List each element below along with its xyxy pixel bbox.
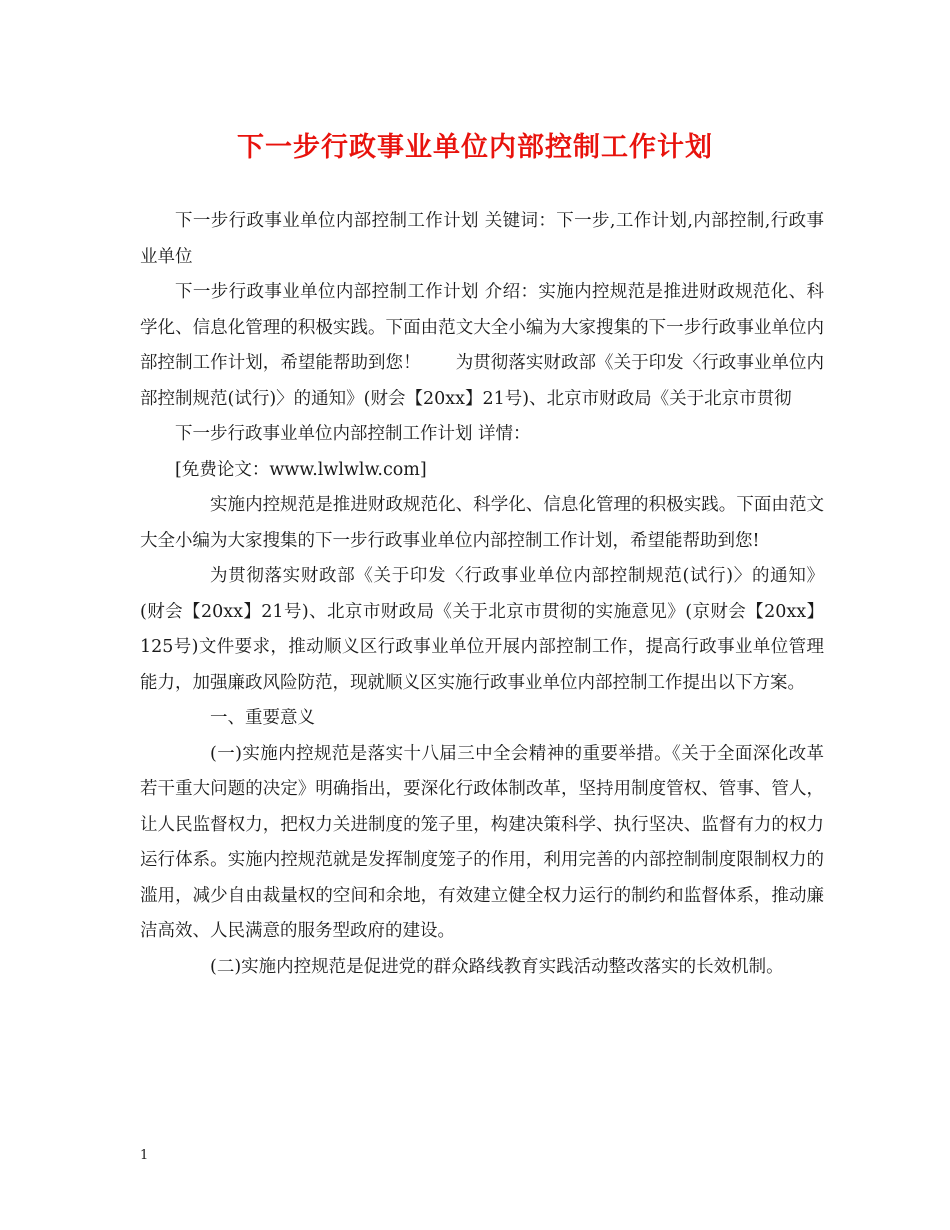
document-title: 下一步行政事业单位内部控制工作计划 bbox=[237, 132, 713, 163]
section-heading: 一、重要意义 bbox=[210, 708, 315, 728]
keywords-paragraph: 下一步行政事业单位内部控制工作计划 关键词：下一步,工作计划,内部控制,行政事业单位 bbox=[140, 211, 824, 267]
body-paragraph: 为贯彻落实财政部《关于印发〈行政事业单位内部控制规范(试行)〉的通知》(财会【20xx】21号)、北京市财政局《关于北京市贯彻的实施意见》(京财会【20xx】125号)文件要求，推动顺义区行政事业单位开展内部控制工作，提高行政事业单位管理能力，加强廉政风险防范，现就顺义区实施行政事业单位内部控制工作提出以下方案。 bbox=[140, 566, 824, 693]
page-number: 1 bbox=[140, 1148, 149, 1163]
body-paragraph: (二)实施内控规范是促进党的群众路线教育实践活动整改落实的长效机制。 bbox=[210, 956, 784, 977]
body-paragraph: 实施内控规范是推进财政规范化、科学化、信息化管理的积极实践。下面由范文大全小编为大家搜集的下一步行政事业单位内部控制工作计划，希望能帮助到您! bbox=[140, 495, 824, 551]
body-paragraph: (一)实施内控规范是落实十八届三中全会精神的重要举措。《关于全面深化改革若干重大问题的决定》明确指出，要深化行政体制改革，坚持用制度管权、管事、管人，让人民监督权力，把权力关进制度的笼子里，构建决策科学、执行坚决、监督有力的权力运行体系。实施内控规范就是发挥制度笼子的作用，利用完善的内部控制制度限制权力的滥用，减少自由裁量权的空间和余地，有效建立健全权力运行的制约和监督体系，推动廉洁高效、人民满意的服务型政府的建设。 bbox=[140, 743, 824, 941]
details-label: 下一步行政事业单位内部控制工作计划 详情： bbox=[175, 424, 531, 444]
document-body bbox=[140, 204, 824, 985]
introduction-paragraph: 下一步行政事业单位内部控制工作计划 介绍：实施内控规范是推进财政规范化、科学化、信息化管理的积极实践。下面由范文大全小编为大家搜集的下一步行政事业单位内部控制工作计划，希望能帮助到您！ 为贯彻落实财政部《关于印发〈行政事业单位内部控制规范(试行)〉的通知》(财会【20xx】21号)、北京市财政局《关于北京市贯彻 bbox=[140, 282, 824, 409]
source-note: [免费论文：www.lwlwlw.com] bbox=[175, 459, 427, 480]
